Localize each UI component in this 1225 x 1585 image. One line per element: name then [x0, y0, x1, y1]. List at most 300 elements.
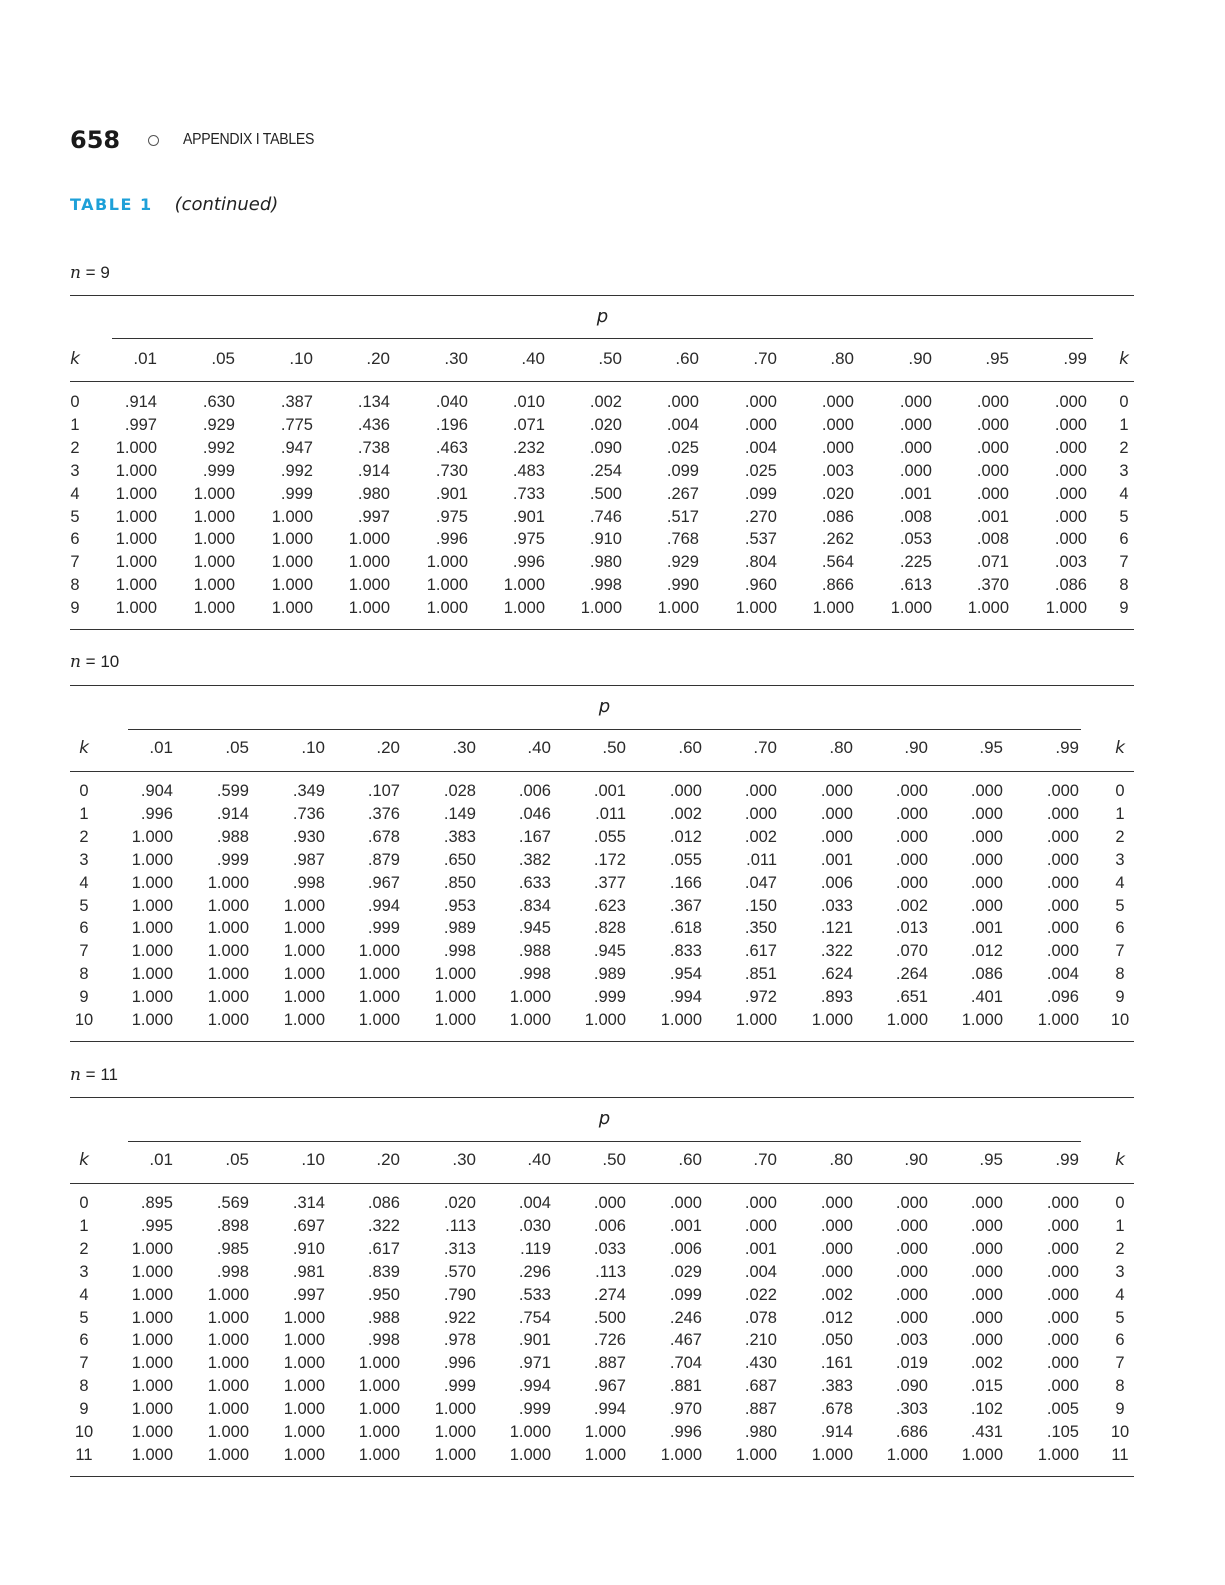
column-header: .80	[829, 738, 853, 757]
row-k: 4	[1115, 873, 1125, 892]
column-header: .90	[904, 1150, 928, 1169]
table-cell: .914	[820, 1423, 853, 1441]
table-cell: .006	[593, 1216, 626, 1235]
table-cell: .000	[976, 484, 1009, 503]
table-cell: .025	[744, 461, 777, 480]
table-cell: .000	[1046, 850, 1079, 869]
table-cell: .996	[512, 553, 545, 572]
table-cell: .704	[669, 1354, 702, 1373]
table-cell: 1.000	[271, 553, 313, 572]
n-label: n = 10	[70, 652, 120, 672]
table-cell: .483	[512, 461, 545, 480]
table-cell: 1.000	[207, 1423, 249, 1441]
table-cell: 1.000	[426, 576, 468, 595]
table-cell: .972	[744, 988, 777, 1007]
p-rule	[128, 1141, 1081, 1142]
table-cell: 1.000	[115, 461, 157, 480]
table-cell: .099	[744, 484, 777, 503]
table-cell: 1.000	[193, 576, 235, 595]
table-cell: 1.000	[283, 919, 325, 938]
table-cell: .267	[666, 484, 699, 503]
row-k: 8	[79, 1377, 89, 1396]
table-cell: .376	[367, 804, 400, 823]
row-k: 3	[70, 461, 80, 480]
table-cell: .975	[435, 507, 468, 526]
table-cell: .000	[744, 804, 777, 823]
table-cell: 1.000	[358, 1354, 400, 1373]
table-cell: 1.000	[283, 1331, 325, 1350]
n-label: n = 9	[70, 263, 110, 283]
column-header: .10	[301, 738, 325, 757]
table-row	[0, 986, 1225, 1008]
table-cell: .000	[1046, 919, 1079, 938]
table-cell: .000	[1046, 896, 1079, 915]
table-cell: .980	[589, 553, 622, 572]
table-row	[0, 917, 1225, 939]
row-k: 7	[79, 1354, 89, 1373]
table-cell: .004	[744, 1262, 777, 1281]
row-k: 9	[70, 599, 80, 618]
table-cell: .000	[895, 1194, 928, 1212]
table-cell: .999	[280, 484, 313, 503]
column-header: .01	[149, 738, 173, 757]
table-cell: 1.000	[207, 942, 249, 961]
table-cell: .002	[669, 804, 702, 823]
row-k: 6	[79, 919, 89, 938]
table-row	[0, 872, 1225, 894]
table-row	[0, 483, 1225, 505]
table-cell: .463	[435, 438, 468, 457]
table-cell: 1.000	[434, 1400, 476, 1419]
row-k: 8	[1115, 1377, 1125, 1396]
table-cell: 1.000	[1045, 599, 1087, 618]
table-cell: .999	[216, 850, 249, 869]
table-row	[0, 1009, 1225, 1031]
column-header: .80	[830, 349, 854, 368]
row-k: 6	[79, 1331, 89, 1350]
table-cell: .296	[518, 1262, 551, 1281]
table-cell: .901	[512, 507, 545, 526]
table-cell: 1.000	[271, 507, 313, 526]
table-cell: .113	[445, 1216, 476, 1235]
table-cell: .001	[976, 507, 1009, 526]
row-k: 7	[1119, 553, 1129, 572]
table-cell: 1.000	[131, 1400, 173, 1419]
row-k: 5	[1115, 1308, 1125, 1327]
column-header: .10	[301, 1150, 325, 1169]
table-cell: .055	[593, 827, 626, 846]
table-cell: .000	[821, 415, 854, 434]
table-cell: .006	[669, 1239, 702, 1258]
table-cell: .950	[367, 1285, 400, 1304]
table-cell: .733	[512, 484, 545, 503]
table-cell: 1.000	[735, 1011, 777, 1029]
row-k: 9	[79, 988, 89, 1007]
header-row	[0, 348, 1225, 370]
table-cell: 1.000	[193, 507, 235, 526]
column-header: .01	[149, 1150, 173, 1169]
table-cell: .167	[518, 827, 551, 846]
table-cell: .988	[367, 1308, 400, 1327]
table-cell: .618	[669, 919, 702, 938]
table-cell: .000	[820, 1194, 853, 1212]
table-cell: .225	[899, 553, 932, 572]
table-cell: .500	[589, 484, 622, 503]
table-cell: .999	[202, 461, 235, 480]
header-row	[0, 737, 1225, 759]
table-cell: 1.000	[283, 942, 325, 961]
row-k: 1	[79, 804, 89, 823]
table-row	[0, 895, 1225, 917]
table-cell: .000	[970, 896, 1003, 915]
row-k: 9	[79, 1400, 89, 1419]
table-cell: 1.000	[434, 1423, 476, 1441]
table-cell: .517	[666, 507, 699, 526]
table-cell: .000	[744, 1194, 777, 1212]
table-cell: .768	[666, 530, 699, 549]
table-cell: 1.000	[207, 1308, 249, 1327]
table-cell: .996	[669, 1423, 702, 1441]
table-cell: .025	[666, 438, 699, 457]
table-cell: 1.000	[358, 988, 400, 1007]
table-cell: 1.000	[193, 530, 235, 549]
column-header: .40	[521, 349, 545, 368]
table-cell: 1.000	[115, 438, 157, 457]
table-cell: .992	[280, 461, 313, 480]
p-rule	[112, 338, 1093, 339]
table-cell: 1.000	[434, 988, 476, 1007]
table-cell: .090	[589, 438, 622, 457]
table-cell: .096	[1046, 988, 1079, 1007]
table-cell: .000	[895, 1285, 928, 1304]
column-header: .30	[444, 349, 468, 368]
table-cell: 1.000	[657, 599, 699, 618]
row-k: 5	[70, 507, 80, 526]
table-cell: .029	[669, 1262, 702, 1281]
table-cell: 1.000	[503, 576, 545, 595]
table-cell: .775	[280, 415, 313, 434]
row-k: 2	[70, 438, 80, 457]
table-cell: .210	[744, 1331, 777, 1350]
table-cell: .980	[744, 1423, 777, 1441]
table-cell: .090	[895, 1377, 928, 1396]
table-row	[0, 1261, 1225, 1283]
table-cell: .613	[899, 576, 932, 595]
table-cell: .030	[518, 1216, 551, 1235]
table-cell: .599	[216, 782, 249, 800]
table-cell: .002	[970, 1354, 1003, 1373]
table-cell: .988	[518, 942, 551, 961]
row-k: 8	[1119, 576, 1129, 595]
table-cell: .113	[595, 1262, 626, 1281]
table-cell: .992	[202, 438, 235, 457]
table-cell: .000	[821, 393, 854, 411]
table-cell: .000	[1054, 438, 1087, 457]
table-row	[0, 414, 1225, 436]
column-header: .99	[1063, 349, 1087, 368]
row-k: 9	[1119, 599, 1129, 618]
table-cell: .383	[443, 827, 476, 846]
table-top-rule	[70, 295, 1134, 296]
row-k: 7	[79, 942, 89, 961]
table-cell: .367	[669, 896, 702, 915]
row-k: 5	[79, 1308, 89, 1327]
table-cell: .040	[435, 393, 468, 411]
table-cell: .998	[367, 1331, 400, 1350]
table-cell: 1.000	[358, 942, 400, 961]
table-cell: .003	[1054, 553, 1087, 572]
table-cell: .370	[976, 576, 1009, 595]
table-cell: .001	[970, 919, 1003, 938]
table-cell: 1.000	[131, 919, 173, 938]
table-cell: 1.000	[584, 1011, 626, 1029]
table-cell: .970	[669, 1400, 702, 1419]
table-cell: .678	[367, 827, 400, 846]
table-row	[0, 803, 1225, 825]
table-cell: .006	[518, 782, 551, 800]
table-cell: 1.000	[131, 1011, 173, 1029]
row-k: 1	[1119, 415, 1129, 434]
table-cell: .997	[357, 507, 390, 526]
table-cell: .232	[512, 438, 545, 457]
table-cell: .000	[970, 1331, 1003, 1350]
table-cell: .000	[1046, 804, 1079, 823]
table-cell: .000	[976, 438, 1009, 457]
table-cell: .738	[357, 438, 390, 457]
table-row	[0, 528, 1225, 550]
table-cell: .001	[899, 484, 932, 503]
table-cell: .001	[593, 782, 626, 800]
table-cell: .995	[140, 1216, 173, 1235]
table-bottom-rule	[70, 1476, 1134, 1477]
column-header: .05	[211, 349, 235, 368]
column-header: .05	[225, 738, 249, 757]
table-cell: .678	[820, 1400, 853, 1419]
table-row	[0, 940, 1225, 962]
table-cell: .000	[895, 827, 928, 846]
row-k: 4	[1119, 484, 1129, 503]
table-cell: .078	[744, 1308, 777, 1327]
table-cell: .000	[744, 415, 777, 434]
row-k: 9	[1115, 988, 1125, 1007]
table-cell: .000	[593, 1194, 626, 1212]
table-cell: .617	[367, 1239, 400, 1258]
table-cell: .274	[593, 1285, 626, 1304]
header-row	[0, 1149, 1225, 1171]
table-cell: .000	[744, 393, 777, 411]
table-cell: .930	[292, 827, 325, 846]
column-header: .20	[366, 349, 390, 368]
table-cell: 1.000	[509, 1011, 551, 1029]
row-k: 10	[1110, 1423, 1130, 1441]
table-cell: 1.000	[131, 873, 173, 892]
table-cell: .895	[140, 1194, 173, 1212]
table-cell: .004	[1046, 965, 1079, 984]
table-cell: .999	[443, 1377, 476, 1396]
table-cell: 1.000	[348, 599, 390, 618]
table-cell: .387	[280, 393, 313, 411]
table-cell: 1.000	[115, 576, 157, 595]
table-cell: .000	[1046, 1331, 1079, 1350]
table-cell: 1.000	[131, 1239, 173, 1258]
row-k: 4	[70, 484, 80, 503]
table-cell: 1.000	[207, 873, 249, 892]
table-cell: .850	[443, 873, 476, 892]
row-k: 6	[1115, 919, 1125, 938]
header-rule	[70, 1183, 1134, 1184]
table-cell: 1.000	[967, 599, 1009, 618]
k-header: k	[70, 349, 80, 369]
table-cell: .000	[820, 1216, 853, 1235]
column-header: .60	[678, 1150, 702, 1169]
table-cell: .730	[435, 461, 468, 480]
table-cell: .985	[216, 1239, 249, 1258]
table-cell: 1.000	[283, 1377, 325, 1396]
table-cell: 1.000	[961, 1445, 1003, 1464]
table-cell: 1.000	[283, 988, 325, 1007]
table-cell: 1.000	[283, 896, 325, 915]
page-number: 658	[70, 126, 121, 154]
table-cell: 1.000	[207, 1400, 249, 1419]
column-header: .99	[1055, 1150, 1079, 1169]
table-cell: .997	[292, 1285, 325, 1304]
table-cell: .000	[744, 1216, 777, 1235]
table-row	[0, 1238, 1225, 1260]
table-cell: .401	[970, 988, 1003, 1007]
table-cell: .028	[443, 782, 476, 800]
table-cell: .929	[202, 415, 235, 434]
table-cell: .011	[595, 804, 626, 823]
table-cell: .121	[820, 919, 853, 938]
row-k: 10	[74, 1011, 94, 1029]
table-top-rule	[70, 1097, 1134, 1098]
table-cell: .990	[666, 576, 699, 595]
table-cell: .431	[970, 1423, 1003, 1441]
k-header: k	[79, 1150, 89, 1170]
table-cell: .000	[1046, 782, 1079, 800]
table-cell: .914	[357, 461, 390, 480]
table-cell: .000	[970, 1262, 1003, 1281]
table-cell: 1.000	[348, 553, 390, 572]
table-cell: .071	[512, 415, 545, 434]
table-cell: .834	[518, 896, 551, 915]
table-cell: .001	[744, 1239, 777, 1258]
table-cell: .651	[895, 988, 928, 1007]
table-cell: .000	[1046, 1308, 1079, 1327]
table-cell: 1.000	[283, 965, 325, 984]
table-cell: .022	[744, 1285, 777, 1304]
table-cell: 1.000	[358, 965, 400, 984]
table-cell: .726	[593, 1331, 626, 1350]
table-cell: .033	[593, 1239, 626, 1258]
table-cell: 1.000	[886, 1011, 928, 1029]
table-continued: (continued)	[174, 194, 279, 215]
table-cell: .003	[895, 1331, 928, 1350]
table-cell: .350	[744, 919, 777, 938]
table-cell: .000	[976, 461, 1009, 480]
table-cell: 1.000	[811, 1011, 853, 1029]
row-k: 8	[1115, 965, 1125, 984]
column-header: .01	[133, 349, 157, 368]
column-header: .80	[829, 1150, 853, 1169]
table-cell: 1.000	[207, 1331, 249, 1350]
table-cell: .994	[593, 1400, 626, 1419]
table-cell: 1.000	[283, 1354, 325, 1373]
table-cell: .500	[593, 1308, 626, 1327]
table-cell: .019	[895, 1354, 928, 1373]
table-cell: .650	[443, 850, 476, 869]
table-cell: .262	[821, 530, 854, 549]
table-cell: .999	[593, 988, 626, 1007]
table-cell: .000	[895, 1308, 928, 1327]
table-cell: .630	[202, 393, 235, 411]
table-cell: .313	[443, 1239, 476, 1258]
row-k: 9	[1115, 1400, 1125, 1419]
table-cell: 1.000	[735, 1445, 777, 1464]
table-cell: .012	[820, 1308, 853, 1327]
table-cell: .001	[820, 850, 853, 869]
table-cell: .000	[899, 393, 932, 411]
table-top-rule	[70, 685, 1134, 686]
table-cell: .322	[367, 1216, 400, 1235]
row-k: 1	[1115, 1216, 1125, 1235]
table-cell: 1.000	[283, 1308, 325, 1327]
table-cell: .996	[140, 804, 173, 823]
table-caption	[70, 194, 278, 215]
table-cell: 1.000	[131, 850, 173, 869]
table-cell: .000	[895, 804, 928, 823]
column-header: .70	[753, 349, 777, 368]
row-k: 1	[1115, 804, 1125, 823]
table-cell: 1.000	[131, 1423, 173, 1441]
table-cell: .004	[744, 438, 777, 457]
column-header: .40	[527, 1150, 551, 1169]
table-cell: .467	[669, 1331, 702, 1350]
table-cell: 1.000	[193, 599, 235, 618]
table-cell: .945	[593, 942, 626, 961]
circle-bullet-icon	[148, 135, 159, 146]
table-cell: .150	[744, 896, 777, 915]
column-header: .05	[225, 1150, 249, 1169]
table-cell: .246	[669, 1308, 702, 1327]
table-cell: .314	[292, 1194, 325, 1212]
row-k: 2	[79, 827, 89, 846]
table-cell: .570	[443, 1262, 476, 1281]
table-cell: 1.000	[426, 553, 468, 572]
table-cell: .033	[820, 896, 853, 915]
table-row	[0, 849, 1225, 871]
row-k: 11	[1111, 1445, 1129, 1464]
table-cell: .011	[746, 850, 777, 869]
table-cell: .898	[216, 1216, 249, 1235]
table-cell: .967	[593, 1377, 626, 1396]
column-header: .90	[908, 349, 932, 368]
table-cell: .687	[744, 1377, 777, 1396]
table-cell: .617	[744, 942, 777, 961]
table-cell: .994	[669, 988, 702, 1007]
table-cell: .000	[820, 804, 853, 823]
table-row	[0, 1215, 1225, 1237]
table-cell: .000	[666, 393, 699, 411]
k-header: k	[1115, 738, 1125, 758]
table-cell: 1.000	[434, 965, 476, 984]
table-cell: .887	[744, 1400, 777, 1419]
table-cell: .746	[589, 507, 622, 526]
table-cell: .000	[1046, 1262, 1079, 1281]
table-row	[0, 391, 1225, 413]
table-cell: .008	[976, 530, 1009, 549]
table-cell: .996	[435, 530, 468, 549]
